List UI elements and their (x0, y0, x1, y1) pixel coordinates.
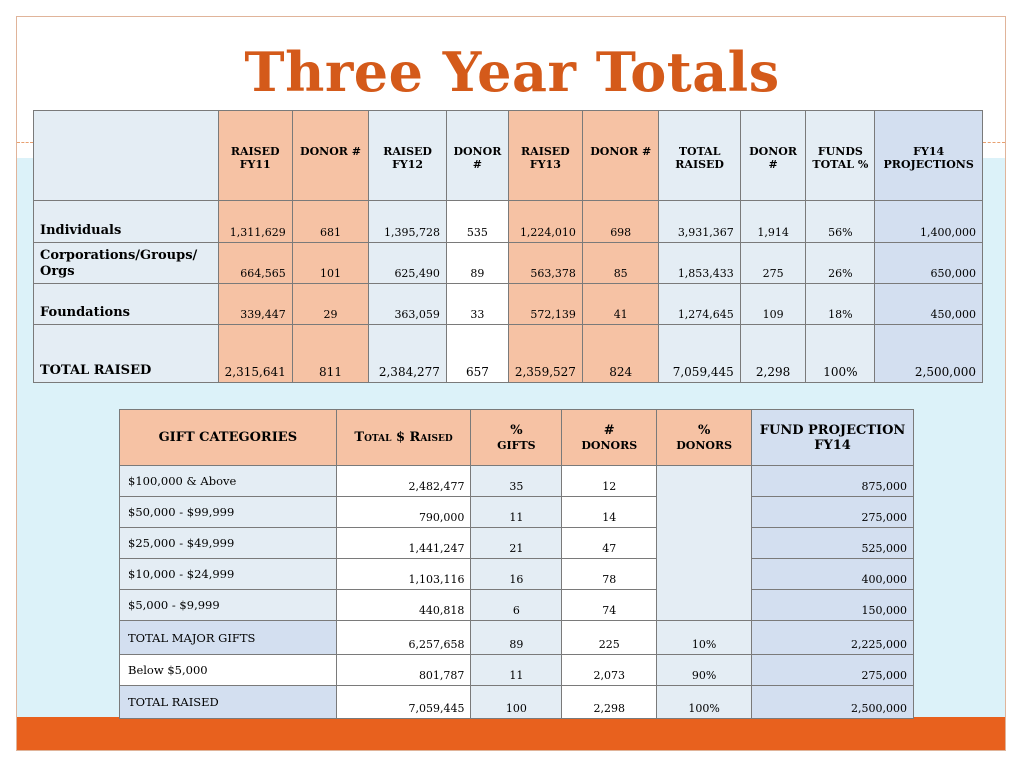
gift-header-pct-gifts (471, 410, 562, 466)
table-cell: 7,059,445 (336, 686, 471, 719)
table-cell: 2,315,641 (218, 325, 292, 383)
summary-header-donor-fy11: DONOR # (292, 111, 369, 201)
table-cell: 440,818 (336, 590, 471, 621)
table-cell: 150,000 (752, 590, 914, 621)
table-cell: 1,395,728 (369, 201, 447, 243)
gift-category-label: TOTAL RAISED (120, 686, 337, 719)
table-cell: 525,000 (752, 528, 914, 559)
table-cell: 6,257,658 (336, 621, 471, 655)
table-cell: 90% (657, 655, 752, 686)
gift-category-label: $25,000 - $49,999 (120, 528, 337, 559)
table-row (120, 655, 914, 686)
gift-header-pct-donors (657, 410, 752, 466)
summary-header-donor-fy13: DONOR # (582, 111, 659, 201)
table-cell: 2,384,277 (369, 325, 447, 383)
gift-category-label: $50,000 - $99,999 (120, 497, 337, 528)
gift-header-row (120, 410, 914, 466)
row-label: TOTAL RAISED (34, 325, 219, 383)
table-cell: 11 (471, 655, 562, 686)
table-cell: 1,853,433 (659, 243, 740, 284)
gift-category-label: $10,000 - $24,999 (120, 559, 337, 590)
table-cell: 275,000 (752, 655, 914, 686)
table-cell: 78 (562, 559, 657, 590)
table-cell: 1,914 (740, 201, 806, 243)
table-row-total (120, 686, 914, 719)
divider-left (17, 142, 33, 143)
gift-header-categories: GIFT CATEGORIES (120, 410, 337, 466)
gift-header-donors-line2: DONORS (581, 438, 638, 452)
gift-header-projection: FUND PROJECTION FY14 (752, 410, 914, 466)
table-cell: 625,490 (369, 243, 447, 284)
table-cell: 698 (582, 201, 659, 243)
table-row (34, 243, 983, 284)
table-cell: 400,000 (752, 559, 914, 590)
table-cell: 2,500,000 (752, 686, 914, 719)
table-cell: 89 (446, 243, 508, 284)
table-cell: 47 (562, 528, 657, 559)
table-row (120, 528, 914, 559)
summary-header-total-raised: TOTAL RAISED (659, 111, 740, 201)
table-row (120, 497, 914, 528)
table-cell: 657 (446, 325, 508, 383)
summary-header-fy14-projections: FY14 PROJECTIONS (875, 111, 983, 201)
table-cell: 7,059,445 (659, 325, 740, 383)
gift-header-donors-line1: # (603, 422, 615, 438)
table-cell: 1,400,000 (875, 201, 983, 243)
table-cell: 811 (292, 325, 369, 383)
table-cell: 1,311,629 (218, 201, 292, 243)
table-cell: 41 (582, 284, 659, 325)
table-cell: 10% (657, 621, 752, 655)
bottom-accent-bar (17, 717, 1005, 750)
table-cell: 109 (740, 284, 806, 325)
table-cell: 824 (582, 325, 659, 383)
table-cell: 26% (806, 243, 875, 284)
gift-header-total-raised: Total $ Raised (336, 410, 471, 466)
table-cell: 33 (446, 284, 508, 325)
table-cell: 363,059 (369, 284, 447, 325)
table-row (34, 201, 983, 243)
table-cell: 56% (806, 201, 875, 243)
table-cell: 74 (562, 590, 657, 621)
summary-header-row (34, 111, 983, 201)
table-cell: 12 (562, 466, 657, 497)
divider-right (983, 142, 1005, 143)
table-row (120, 559, 914, 590)
gift-category-label: $5,000 - $9,999 (120, 590, 337, 621)
gift-header-donors (562, 410, 657, 466)
summary-table (33, 110, 983, 383)
summary-header-donor-fy12: DONOR # (446, 111, 508, 201)
table-cell: 16 (471, 559, 562, 590)
table-cell: 450,000 (875, 284, 983, 325)
table-cell: 275 (740, 243, 806, 284)
summary-header-donor-total: DONOR # (740, 111, 806, 201)
table-cell: 29 (292, 284, 369, 325)
table-cell: 6 (471, 590, 562, 621)
gift-header-pct-gifts-line1: % (510, 422, 523, 438)
table-row-subtotal (120, 621, 914, 655)
slide-title: Three Year Totals (244, 40, 780, 104)
table-cell: 100% (657, 686, 752, 719)
table-cell: 35 (471, 466, 562, 497)
table-cell: 1,224,010 (508, 201, 582, 243)
table-cell: 801,787 (336, 655, 471, 686)
gift-header-pct-donors-line2: DONORS (676, 438, 733, 452)
table-cell: 650,000 (875, 243, 983, 284)
table-cell: 100 (471, 686, 562, 719)
table-cell: 1,274,645 (659, 284, 740, 325)
table-cell: 85 (582, 243, 659, 284)
table-cell: 2,073 (562, 655, 657, 686)
summary-header-blank (34, 111, 219, 201)
table-cell: 2,500,000 (875, 325, 983, 383)
row-label: Corporations/Groups/ Orgs (34, 243, 219, 284)
table-cell: 2,298 (562, 686, 657, 719)
gift-header-pct-gifts-line2: GIFTS (497, 438, 536, 452)
table-cell: 2,225,000 (752, 621, 914, 655)
gift-category-label: $100,000 & Above (120, 466, 337, 497)
row-label: Foundations (34, 284, 219, 325)
table-cell: 790,000 (336, 497, 471, 528)
table-cell: 100% (806, 325, 875, 383)
table-cell: 563,378 (508, 243, 582, 284)
table-row (120, 466, 914, 497)
gift-categories-table (119, 409, 914, 719)
table-cell: 339,447 (218, 284, 292, 325)
table-cell: 18% (806, 284, 875, 325)
table-row (120, 590, 914, 621)
table-cell: 875,000 (752, 466, 914, 497)
table-cell-merged (657, 466, 752, 621)
table-cell: 275,000 (752, 497, 914, 528)
gift-category-label: Below $5,000 (120, 655, 337, 686)
table-cell: 1,441,247 (336, 528, 471, 559)
summary-header-funds-total-pct: FUNDS TOTAL % (806, 111, 875, 201)
table-cell: 14 (562, 497, 657, 528)
table-cell: 225 (562, 621, 657, 655)
table-cell: 21 (471, 528, 562, 559)
table-cell: 681 (292, 201, 369, 243)
table-cell: 572,139 (508, 284, 582, 325)
gift-header-pct-donors-line1: % (697, 422, 711, 438)
table-cell: 11 (471, 497, 562, 528)
gift-category-label: TOTAL MAJOR GIFTS (120, 621, 337, 655)
summary-header-raised-fy13: RAISED FY13 (508, 111, 582, 201)
table-cell: 1,103,116 (336, 559, 471, 590)
table-cell: 3,931,367 (659, 201, 740, 243)
table-cell: 2,359,527 (508, 325, 582, 383)
table-row (34, 284, 983, 325)
table-cell: 101 (292, 243, 369, 284)
summary-header-raised-fy11: RAISED FY11 (218, 111, 292, 201)
table-cell: 664,565 (218, 243, 292, 284)
table-row-total (34, 325, 983, 383)
table-cell: 2,482,477 (336, 466, 471, 497)
summary-header-raised-fy12: RAISED FY12 (369, 111, 447, 201)
table-cell: 535 (446, 201, 508, 243)
table-cell: 89 (471, 621, 562, 655)
table-cell: 2,298 (740, 325, 806, 383)
row-label: Individuals (34, 201, 219, 243)
